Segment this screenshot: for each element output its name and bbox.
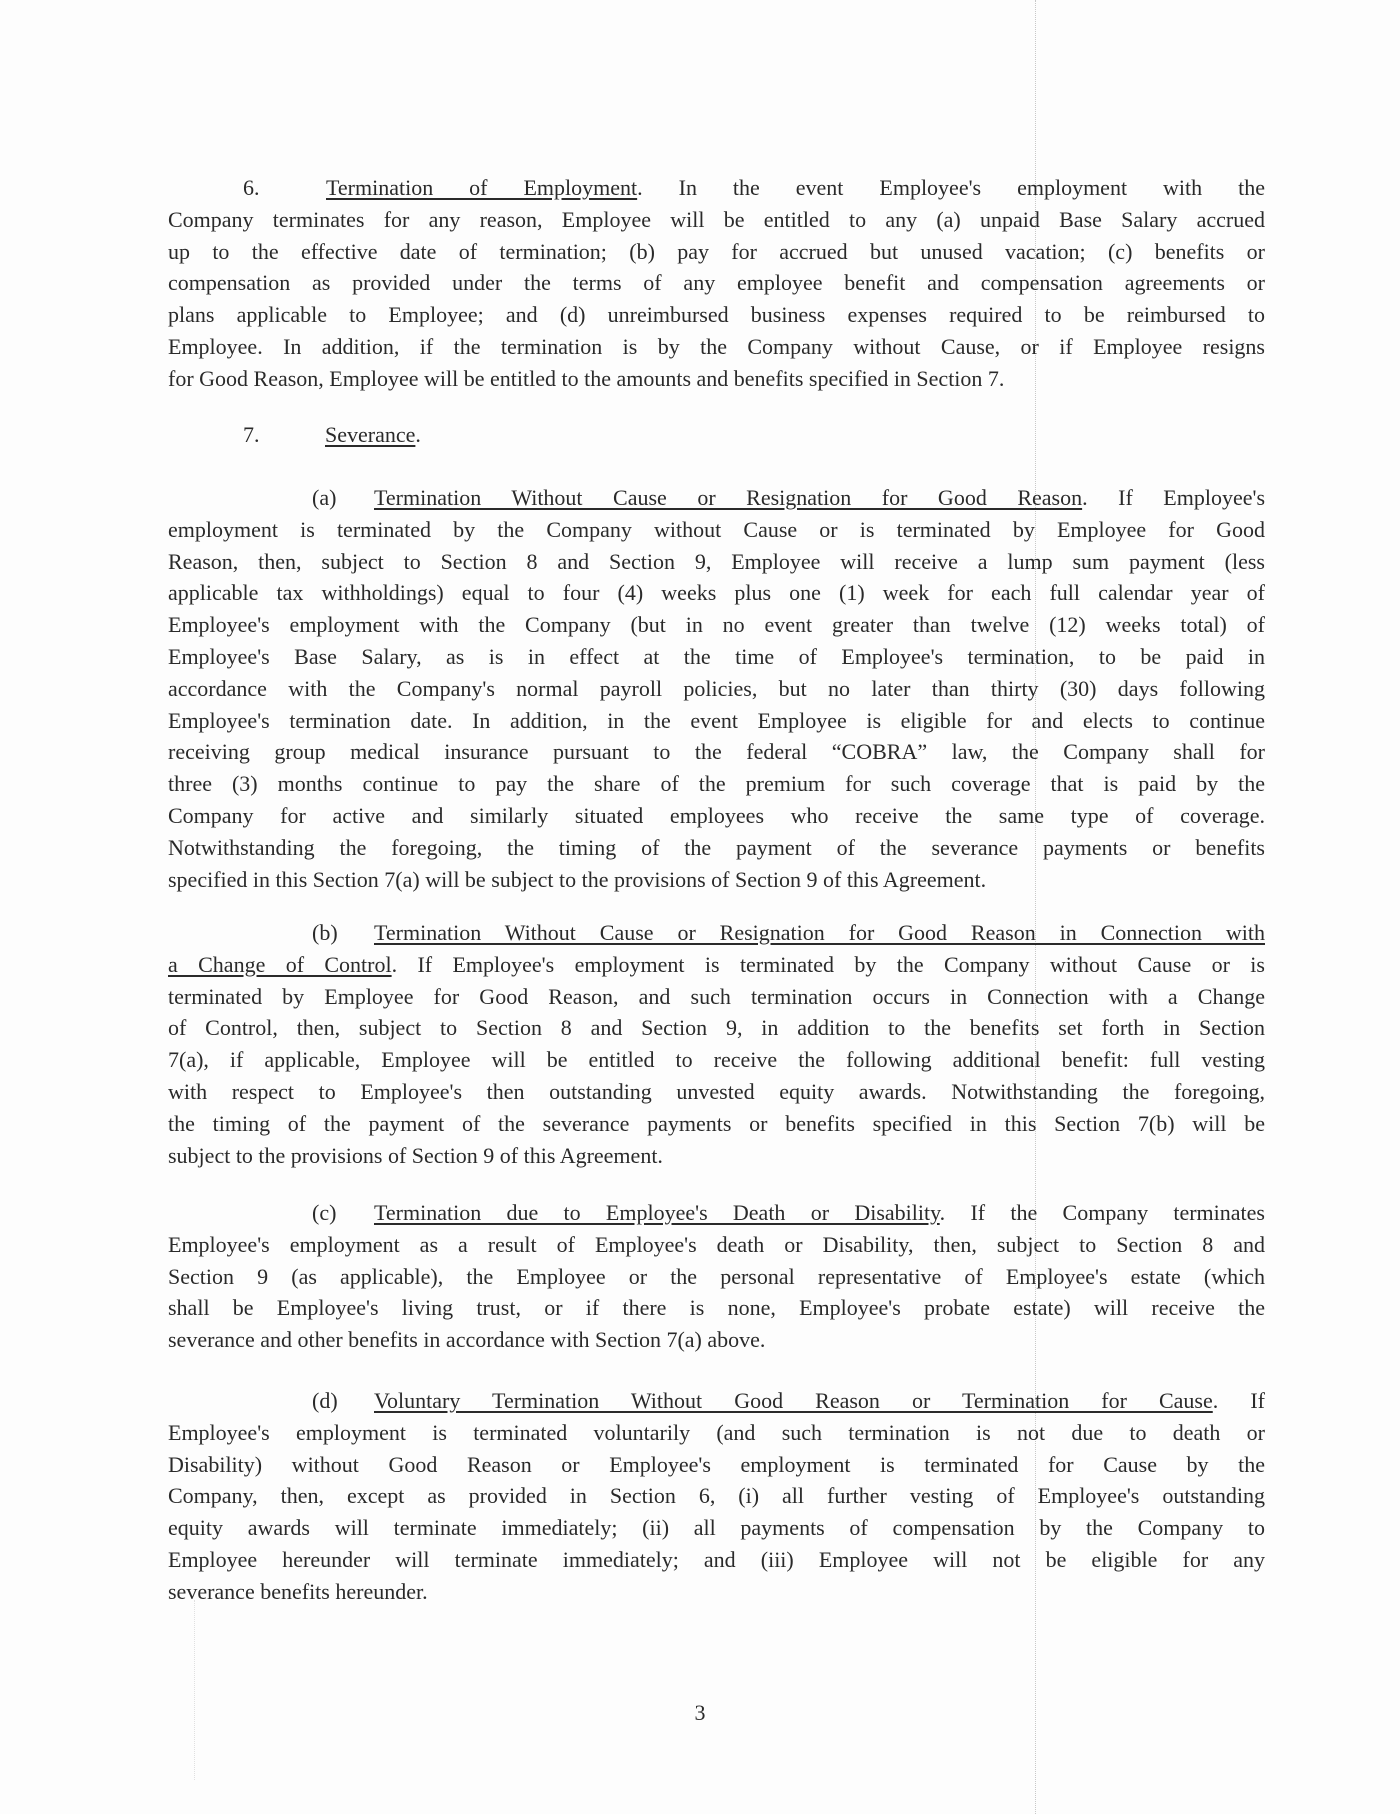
section-number: (a) [312,485,337,510]
paragraph-line [168,1197,1265,1229]
section-text: . If the Company terminates [939,1200,1265,1225]
paragraph-line: severance benefits hereunder. [168,1578,428,1604]
paragraph-line [168,482,1265,514]
paragraph-line: severance and other benefits in accordance with Section 7(a) above. [168,1327,766,1353]
section-text: . [415,422,421,447]
paragraph-line: accordance with the Company's normal payroll policies, but no later than thirty (30) days following [168,675,1265,701]
paragraph-line: Reason, then, subject to Section 8 and Section 9, Employee will receive a lump sum payment (less [168,548,1265,574]
paragraph-line: with respect to Employee's then outstanding unvested equity awards. Notwithstanding the foregoing, [168,1078,1265,1104]
paragraph-line: Section 9 (as applicable), the Employee or the personal representative of Employee's estate (which [168,1263,1265,1289]
paragraph-line [168,419,1265,451]
paragraph-line: applicable tax withholdings) equal to four (4) weeks plus one (1) week for each full calendar year of [168,580,1265,606]
paragraph-line: compensation as provided under the terms of any employee benefit and compensation agreements or [168,270,1265,296]
paragraph-line: employment is terminated by the Company without Cause or is terminated by Employee for Good [168,516,1265,542]
section-6-termination [168,172,1265,395]
section-7b [168,917,1265,1171]
page-number: 3 [694,1700,706,1725]
section-heading: Termination due to Employee's Death or Disability [374,1200,940,1225]
paragraph-line: Employee's employment with the Company (but in no event greater than twelve (12) weeks total) of [168,612,1265,638]
paragraph-line: terminated by Employee for Good Reason, and such termination occurs in Connection with a Change [168,983,1265,1009]
paragraph-line: three (3) months continue to pay the share of the premium for such coverage that is paid by the [168,771,1265,797]
section-number: (b) [312,920,338,945]
paragraph-line [168,917,1265,949]
section-number: 6. [243,175,260,200]
section-text: . If Employee's [1082,485,1266,510]
paragraph-line: the timing of the payment of the severance payments or benefits specified in this Section 7(b) will be [168,1110,1265,1136]
paragraph-line: up to the effective date of termination; (b) pay for accrued but unused vacation; (c) benefits or [168,238,1265,264]
section-number: (c) [312,1200,337,1225]
section-heading: Termination Without Cause or Resignation for Good Reason [374,485,1083,510]
paragraph-line: Company for active and similarly situated employees who receive the same type of coverage. [168,802,1265,828]
paragraph-line: Company terminates for any reason, Employee will be entitled to any (a) unpaid Base Salary accrued [168,206,1265,232]
section-7a [168,482,1265,895]
paragraph-line: for Good Reason, Employee will be entitled to the amounts and benefits specified in Section 7. [168,365,1005,391]
paragraph-line: equity awards will terminate immediately; (ii) all payments of compensation by the Company to [168,1515,1265,1541]
paragraph-line: Company, then, except as provided in Section 6, (i) all further vesting of Employee's outstanding [168,1483,1265,1509]
section-7c [168,1197,1265,1356]
scan-artifact-line [194,1600,195,1780]
paragraph-line: Employee's Base Salary, as is in effect at the time of Employee's termination, to be paid in [168,643,1265,669]
paragraph-line: Employee's employment as a result of Employee's death or Disability, then, subject to Section 8 and [168,1231,1265,1257]
paragraph-line: Employee's termination date. In addition, in the event Employee is eligible for and elects to continue [168,707,1265,733]
section-heading: Termination of Employment [326,175,638,200]
section-heading: Voluntary Termination Without Good Reason or Termination for Cause [374,1388,1213,1413]
paragraph-line: of Control, then, subject to Section 8 and Section 9, in addition to the benefits set forth in Section [168,1015,1265,1041]
section-text: . In the event Employee's employment with the [637,175,1266,200]
section-text: . If [1212,1388,1265,1413]
section-7-severance [168,419,1265,451]
paragraph-line: Employee hereunder will terminate immediately; and (iii) Employee will not be eligible for any [168,1546,1265,1572]
paragraph-line [168,1385,1265,1417]
section-number: (d) [312,1388,338,1413]
section-text: . If Employee's employment is terminated by the Company without Cause or is [391,951,1265,977]
paragraph-line: subject to the provisions of Section 9 of this Agreement. [168,1142,663,1168]
paragraph-line: receiving group medical insurance pursuant to the federal “COBRA” law, the Company shall for [168,739,1265,765]
section-number: 7. [243,422,260,447]
section-heading-continued: a Change of Control [168,951,392,977]
paragraph-line: Employee. In addition, if the termination is by the Company without Cause, or if Employee resigns [168,333,1265,359]
paragraph-line: Disability) without Good Reason or Employee's employment is terminated for Cause by the [168,1451,1265,1477]
section-heading: Severance [325,422,416,447]
paragraph-line: specified in this Section 7(a) will be subject to the provisions of Section 9 of this Agreement. [168,866,987,892]
section-heading: Termination Without Cause or Resignation for Good Reason in Connection with [374,920,1265,945]
paragraph-line: shall be Employee's living trust, or if there is none, Employee's probate estate) will receive the [168,1295,1265,1321]
paragraph-line: Employee's employment is terminated voluntarily (and such termination is not due to death or [168,1419,1265,1445]
paragraph-line: plans applicable to Employee; and (d) unreimbursed business expenses required to be reimbursed to [168,302,1265,328]
paragraph-line: 7(a), if applicable, Employee will be entitled to receive the following additional benefit: full vesting [168,1047,1265,1073]
paragraph-line: Notwithstanding the foregoing, the timing of the payment of the severance payments or benefits [168,834,1265,860]
section-7d [168,1385,1265,1608]
paragraph-line [168,172,1265,204]
paragraph-line [168,949,1265,981]
